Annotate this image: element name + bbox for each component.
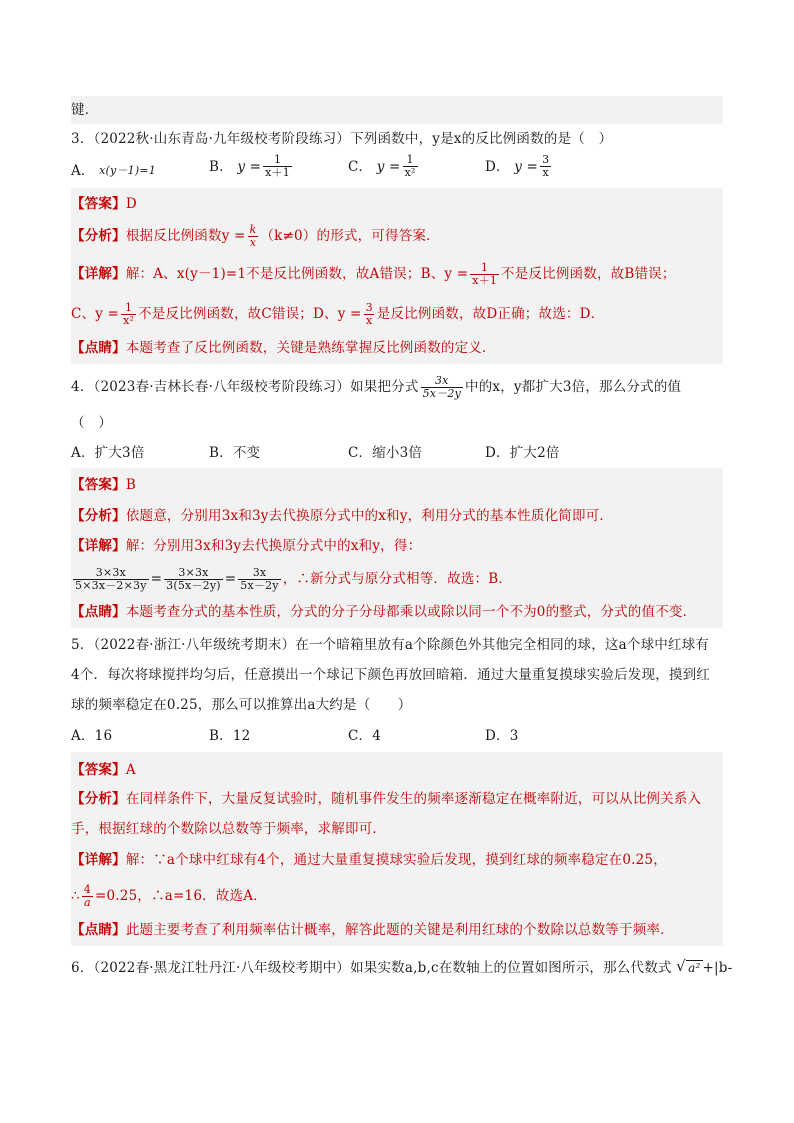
option-b: B．不变	[209, 445, 261, 461]
option-a: A．16	[71, 728, 113, 744]
detail-line-1: 【详解】解：∵a个球中红球有4个，通过大量重复摸球实验后发现，摸到红球的频率稳定在0.25，	[71, 852, 667, 868]
comment-line: 【点睛】本题考查分式的基本性质，分式的分子分母都乘以或除以同一个不为0的整式，分式的值不变．	[71, 604, 697, 620]
option-c: C．4	[348, 728, 382, 744]
question-5-stem-1: 5．（2022春·浙江·八年级统考期末）在一个暗箱里放有a个除颜色外其他完全相同的球，这a个球中红球有	[71, 637, 710, 653]
sqrt-expression: √ a²	[676, 957, 701, 975]
exam-page	[71, 96, 733, 986]
question-3-options	[71, 154, 723, 188]
question-4-solution	[71, 468, 723, 628]
option-d: D．3	[485, 728, 519, 744]
answer-line: 【答案】A	[71, 762, 136, 778]
question-5-options	[71, 720, 723, 752]
question-4-options	[71, 438, 723, 468]
question-5-solution	[71, 752, 723, 946]
answer-line: 【答案】D	[71, 196, 137, 212]
option-c: C．缩小3倍	[348, 445, 423, 461]
comment-line: 【点睛】此题主要考查了利用频率估计概率，解答此题的关键是利用红球的个数除以总数等于频率．	[71, 922, 674, 938]
question-4-bracket: （ ）	[71, 415, 113, 431]
analysis-line: 【分析】根据反比例函数y = $\frac{k}{x}$ （k≠0）的形式，可得答案．	[71, 223, 440, 249]
analysis-line-2: 手，根据红球的个数除以总数等于频率，求解即可．	[71, 821, 387, 837]
answer-line: 【答案】B	[71, 477, 136, 493]
question-3-solution	[71, 188, 723, 364]
question-5-stem-3: 球的频率稳定在0.25，那么可以推算出a大约是（ ）	[71, 697, 412, 713]
question-3-stem: 3．（2022秋·山东青岛·九年级校考阶段练习）下列函数中，y是x的反比例函数的是（ ）	[71, 131, 613, 147]
detail-line-2: ∴ $\frac{4}{a}$ =0.25，∴a=16．故选A．	[71, 883, 267, 909]
question-5-stem-2: 4个．每次将球搅拌均匀后，任意摸出一个球记下颜色再放回暗箱．通过大量重复摸球实验后发现，摸到红	[71, 667, 710, 683]
question-4-stem: 4．（2023春·吉林长春·八年级校考阶段练习）如果把分式 $\frac{3x}{5x-2y}$ 中的x，y都扩大3倍，那么分式的值	[71, 374, 682, 400]
option-d: D．扩大2倍	[485, 445, 560, 461]
analysis-line: 【分析】依题意，分别用3x和3y去代换原分式中的x和y，利用分式的基本性质化简即可．	[71, 508, 614, 524]
prev-answer-tail: 键．	[71, 96, 723, 124]
option-a: A． x(y－1)=1	[71, 163, 156, 179]
option-b: B．12	[209, 728, 251, 744]
comment-line: 【点睛】本题考查了反比例函数，关键是熟练掌握反比例函数的定义．	[71, 340, 496, 356]
option-d: D． y = $\frac{3}{x}$	[485, 153, 550, 179]
analysis-line-1: 【分析】在同样条件下，大量反复试验时，随机事件发生的频率逐渐稳定在概率附近，可以从比例关系入	[71, 791, 702, 807]
question-6-stem: 6．（2022春·黑龙江牡丹江·八年级校考期中）如果实数a,b,c在数轴上的位置如图所示，那么代数式 √ a² +|b-	[71, 950, 723, 986]
detail-line-1: 【详解】解：A、x(y－1)=1不是反比例函数，故A错误；B、y = $\frac{1}{x+1}$ 不是反比例函数，故B错误；	[71, 261, 676, 287]
option-b: B． y = $\frac{1}{x+1}$	[209, 153, 290, 179]
detail-line-2: $\frac{3\times 3x}{5\times 3x-2\times 3y}$ = $\frac{3\times 3x}{3(5x-2y)}$ = $\frac{3x}{5x-2y}$ ，∴新分式与原分式相等．故选：B．	[75, 566, 513, 592]
detail-line-2: C、y = $\frac{1}{\text{x²}}$ 不是反比例函数，故C错误；D、y = $\frac{3}{x}$ 是反比例函数，故D正确；故选：D．	[71, 301, 605, 327]
detail-line-1: 【详解】解：分别用3x和3y去代换原分式中的x和y，得：	[71, 538, 422, 554]
option-c: C． y = $\frac{1}{\text{x²}}$	[348, 153, 416, 179]
option-a: A．扩大3倍	[71, 445, 145, 461]
